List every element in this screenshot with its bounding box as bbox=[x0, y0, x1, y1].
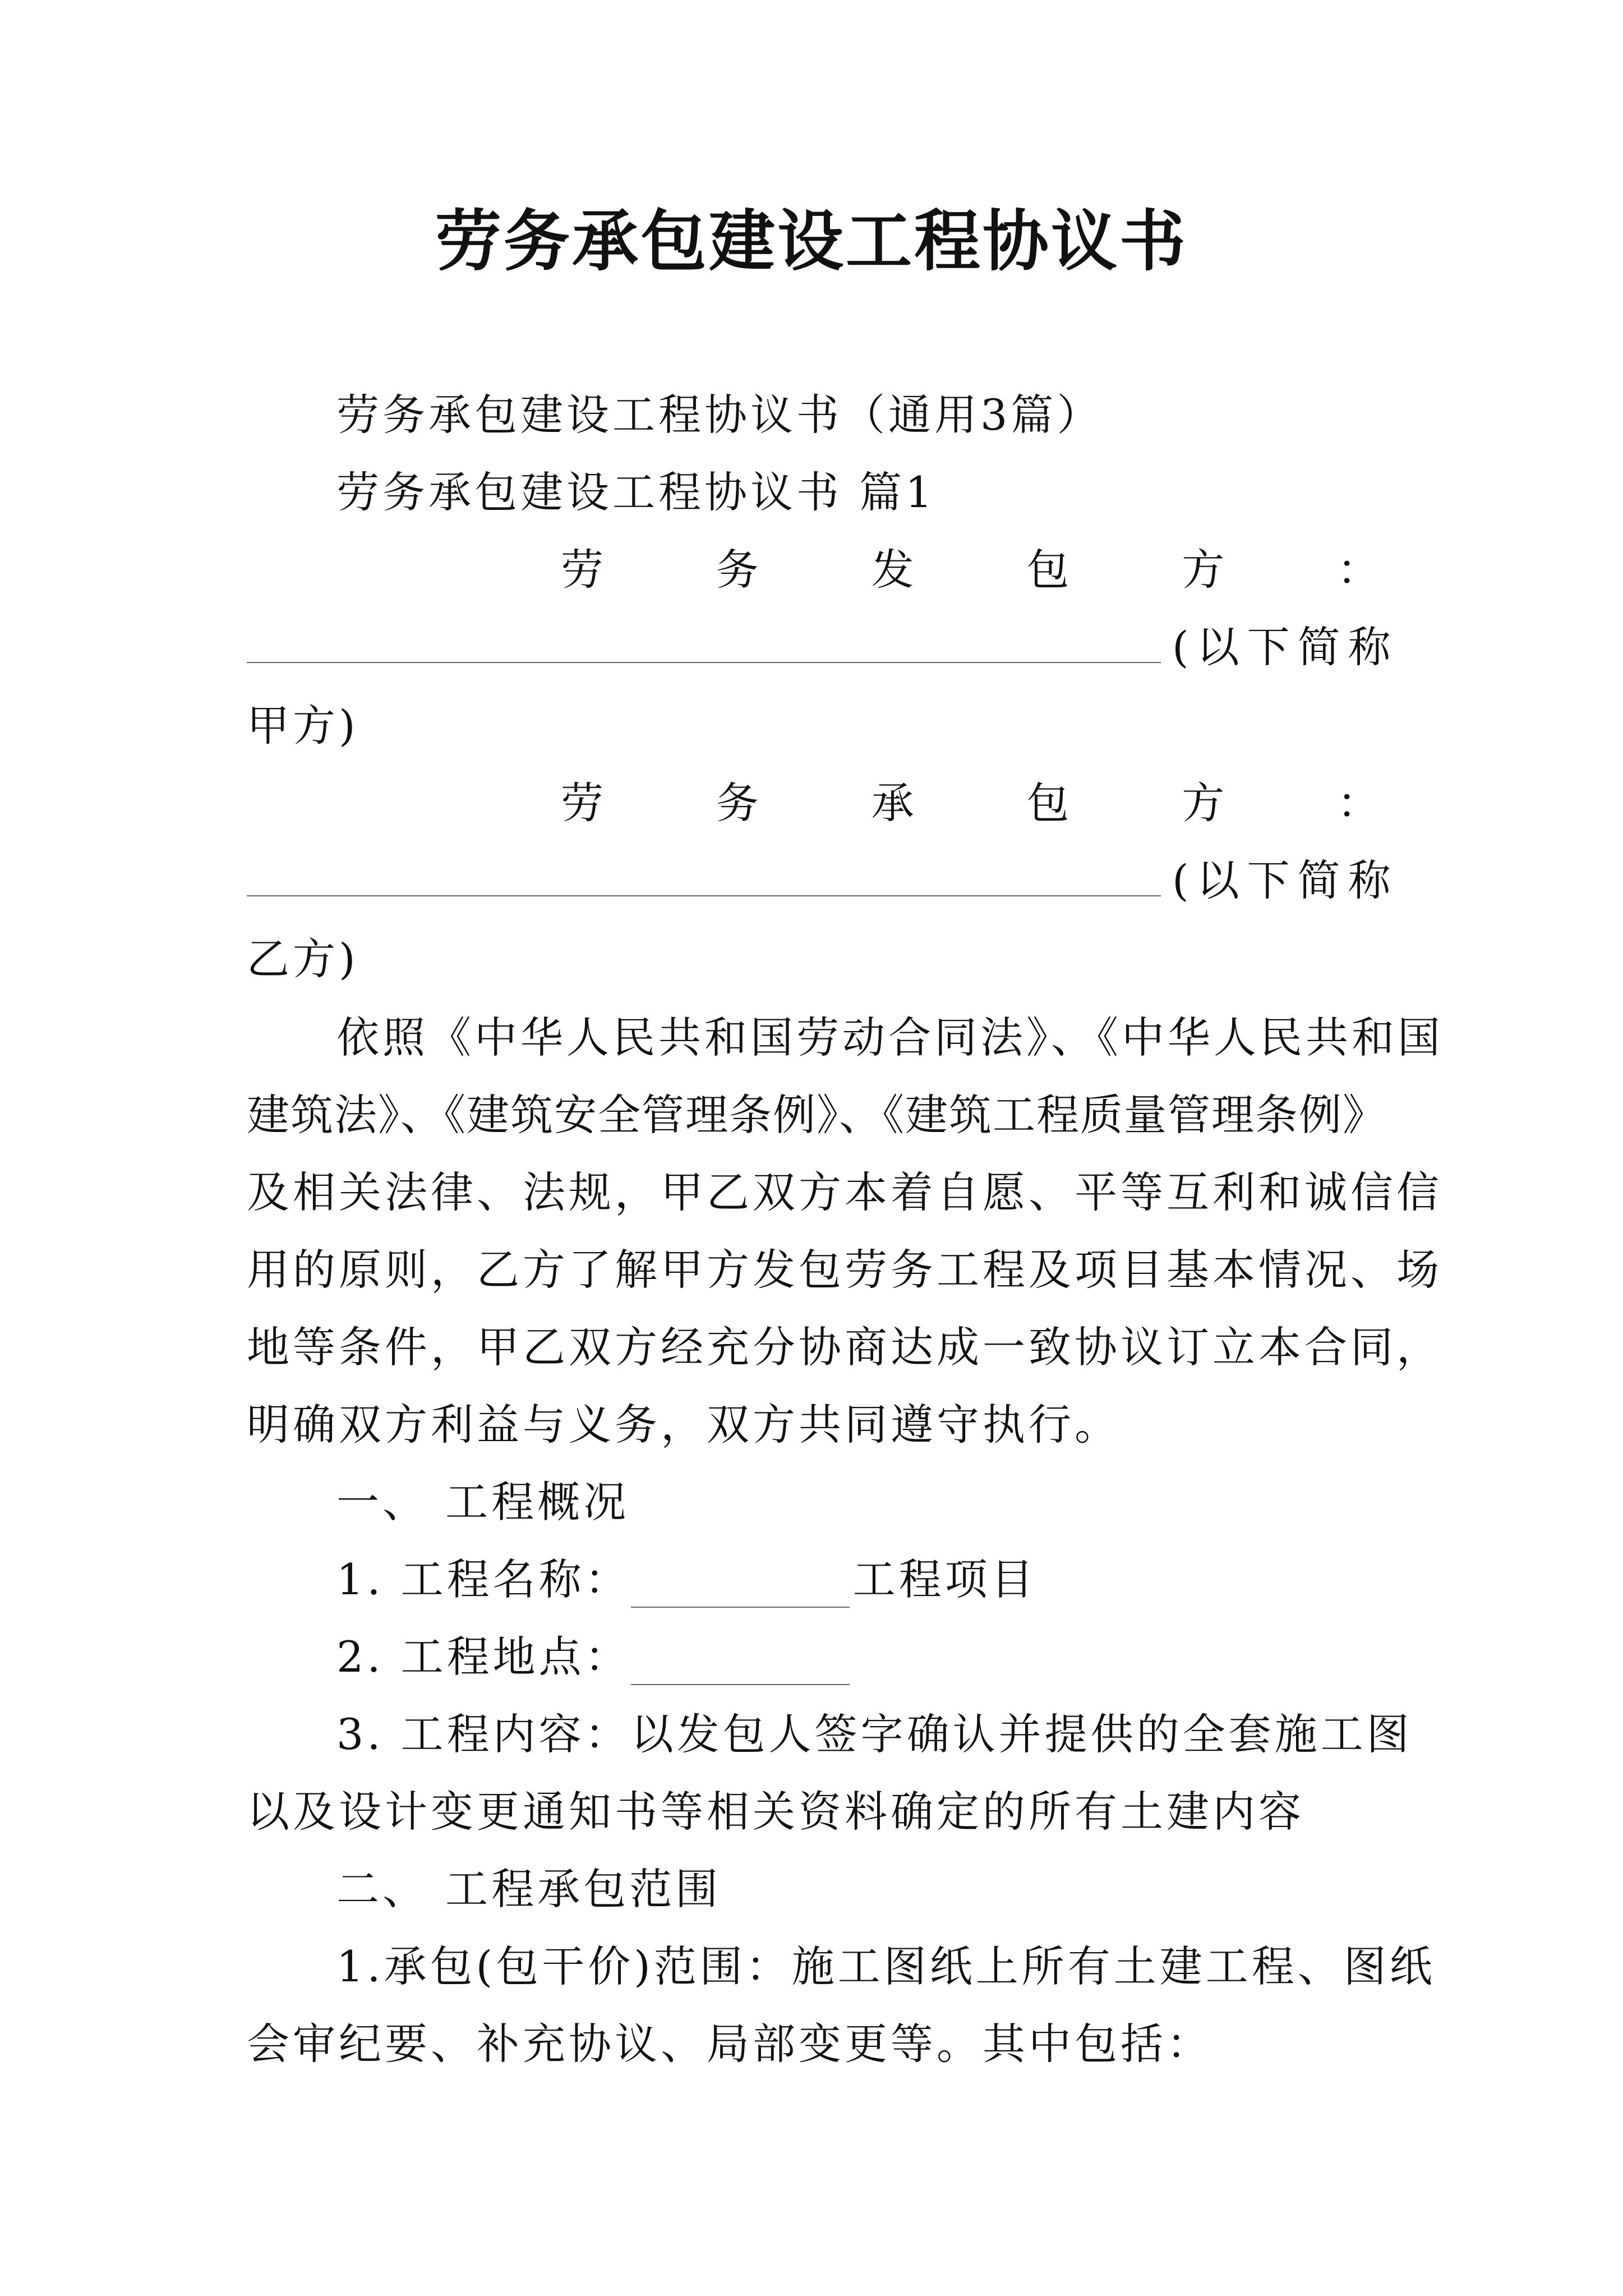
party-a-blank bbox=[247, 662, 1161, 663]
scope-line: 会审纪要、补充协议、局部变更等。其中包括： bbox=[247, 2019, 1212, 2069]
party-b-blank bbox=[247, 895, 1161, 896]
party-b-char: 方 bbox=[1182, 778, 1225, 828]
party-a-note-cont: 甲方) bbox=[247, 701, 359, 751]
preamble-line: 用的原则，乙方了解甲方发包劳务工程及项目基本情况、场 bbox=[247, 1245, 1442, 1295]
item3-line: 3. 工程内容：以发包人签字确认并提供的全套施工图 bbox=[336, 1709, 1413, 1759]
preamble-line: 地等条件，甲乙双方经充分协商达成一致协议订立本合同， bbox=[247, 1322, 1442, 1372]
item1-suffix: 工程项目 bbox=[852, 1554, 1037, 1604]
party-a-char: ： bbox=[1336, 545, 1380, 595]
preamble-line: 依照《中华人民共和国劳动合同法》、《中华人民共和国 bbox=[336, 1013, 1444, 1062]
section2-title: 二、 工程承包范围 bbox=[336, 1864, 722, 1914]
party-b-char: ： bbox=[1336, 778, 1380, 828]
party-a-char: 发 bbox=[871, 545, 914, 595]
party-a-char: 方 bbox=[1182, 545, 1225, 595]
party-b-char: 承 bbox=[871, 778, 914, 828]
preamble-line: 明确双方利益与义务，双方共同遵守执行。 bbox=[247, 1400, 1121, 1450]
party-b-note: (以下简称 bbox=[1172, 855, 1399, 905]
party-b-char: 劳 bbox=[561, 778, 603, 828]
item2 bbox=[336, 1629, 853, 1685]
party-a-char: 劳 bbox=[561, 545, 603, 595]
item1-blank bbox=[631, 1567, 850, 1608]
preamble-line: 建筑法》、《建筑安全管理条例》、《建筑工程质量管理条例》 bbox=[247, 1090, 1386, 1140]
item1 bbox=[336, 1552, 1037, 1608]
item1-label: 1. 工程名称： bbox=[336, 1554, 631, 1604]
section-heading: 劳务承包建设工程协议书 篇1 bbox=[336, 467, 936, 517]
party-a-char: 包 bbox=[1026, 545, 1069, 595]
section1-title: 一、 工程概况 bbox=[336, 1477, 630, 1527]
party-a-char: 务 bbox=[716, 545, 759, 595]
item2-label: 2. 工程地点： bbox=[336, 1632, 631, 1682]
scope-line: 1.承包(包干价)范围：施工图纸上所有土建工程、图纸 bbox=[336, 1941, 1436, 1991]
item2-blank bbox=[631, 1645, 850, 1685]
party-a-note: (以下简称 bbox=[1172, 622, 1399, 672]
document-subtitle: 劳务承包建设工程协议书（通用3篇） bbox=[336, 390, 1103, 440]
party-b-label bbox=[561, 775, 1380, 831]
party-b-char: 务 bbox=[716, 778, 759, 828]
party-b-char: 包 bbox=[1026, 778, 1069, 828]
preamble-line: 及相关法律、法规，甲乙双方本着自愿、平等互利和诚信信 bbox=[247, 1167, 1442, 1217]
party-b-note-cont: 乙方) bbox=[247, 934, 359, 984]
party-a-label bbox=[561, 542, 1380, 598]
document-title: 劳务承包建设工程协议书 bbox=[435, 202, 1188, 280]
item3-line: 以及设计变更通知书等相关资料确定的所有土建内容 bbox=[247, 1787, 1304, 1837]
